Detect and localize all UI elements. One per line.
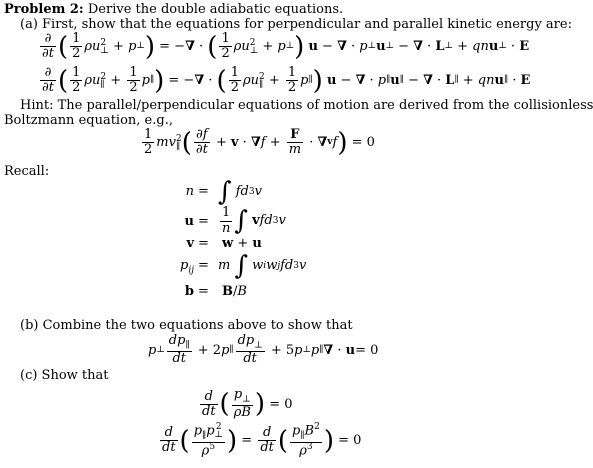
equation-boltzmann: $\frac{1}{2}$ mv 2 ∥ ( $\frac{\partial f}{\partial t}$ + v · ∇ f + $\frac{F}{m}$ · ∇ v f ) = 0: [144, 127, 375, 158]
hint-line-1: Hint: The parallel/perpendicular equations of motion are derived from the collisionless: [20, 98, 593, 113]
hint-line-2: Boltzmann equation, e.g.,: [4, 113, 173, 128]
problem-label: Problem 2:: [4, 2, 84, 17]
recall-n-eq: =: [198, 184, 209, 199]
recall-u-lhs: u: [184, 214, 194, 229]
recall-p-eq: =: [198, 258, 209, 273]
recall-n-rhs: ∫ fd 3 v: [218, 177, 262, 207]
recall-p-lhs: $p_{ij}$: [180, 258, 194, 276]
problem-heading: [4, 2, 343, 18]
part-b-text: (b) Combine the two equations above to show that: [20, 318, 353, 333]
equation-perpendicular: $\frac{\partial}{\partial t}$ ( $\frac{1}{2}$ ρu 2 ⊥ + p ⊥ ) = − ∇ · ( $\frac{1}{2}$ ρu 2 ⊥ + p ⊥ ) u − ∇ · p ⊥ u ⊥ − ∇ · L ⊥ + qn u ⊥ · E: [42, 31, 530, 62]
recall-v-lhs: v: [186, 236, 194, 251]
equation-parallel: $\frac{\partial}{\partial t}$ ( $\frac{1}{2}$ ρu 2 ∥ + $\frac{1}{2}$ p ∥ ) = − ∇ · ( $\frac{1}{2}$ ρu 2 ∥ + $\frac{1}{2}$ p ∥ ) u − ∇ · p ∥ u ∥ − ∇ · L ∥ + qn u ∥ · E: [42, 65, 531, 96]
recall-label: Recall:: [4, 164, 50, 179]
recall-b-lhs: b: [184, 284, 194, 299]
recall-p-rhs: m ∫ w i w j fd 3 v: [218, 251, 307, 281]
problem-title: Derive the double adiabatic equations.: [87, 2, 344, 17]
recall-b-rhs: B/B: [222, 284, 247, 299]
part-a-text: (a) First, show that the equations for perpendicular and parallel kinetic energy are:: [20, 17, 572, 32]
equation-part-c-2: $\frac{d}{dt}$ ( $p_\parallel p$ 2 ⊥ $\rho^5$ ) = $\frac{d}{dt}$ ( $\frac{p_\parallel B^2}{\rho^3}$ ) = 0: [162, 422, 362, 459]
recall-b-eq: =: [198, 284, 209, 299]
recall-u-rhs: $\frac{1}{n}$ ∫ v fd 3 v: [222, 205, 286, 236]
recall-v-rhs: w + u: [222, 236, 262, 251]
recall-v-eq: =: [198, 236, 209, 251]
part-c-text: (c) Show that: [20, 368, 109, 383]
recall-n-lhs: n: [185, 184, 194, 199]
equation-part-b: p ⊥ $\frac{dp_\parallel}{dt}$ + 2 p ∥ $\frac{dp_\perp}{dt}$ + 5 p ⊥ p ∥ ∇ · u = 0: [148, 333, 379, 367]
recall-u-eq: =: [198, 214, 209, 229]
equation-part-c-1: $\frac{d}{dt}$ ( $\frac{p_\perp}{\rho B}$ ) = 0: [202, 387, 293, 421]
